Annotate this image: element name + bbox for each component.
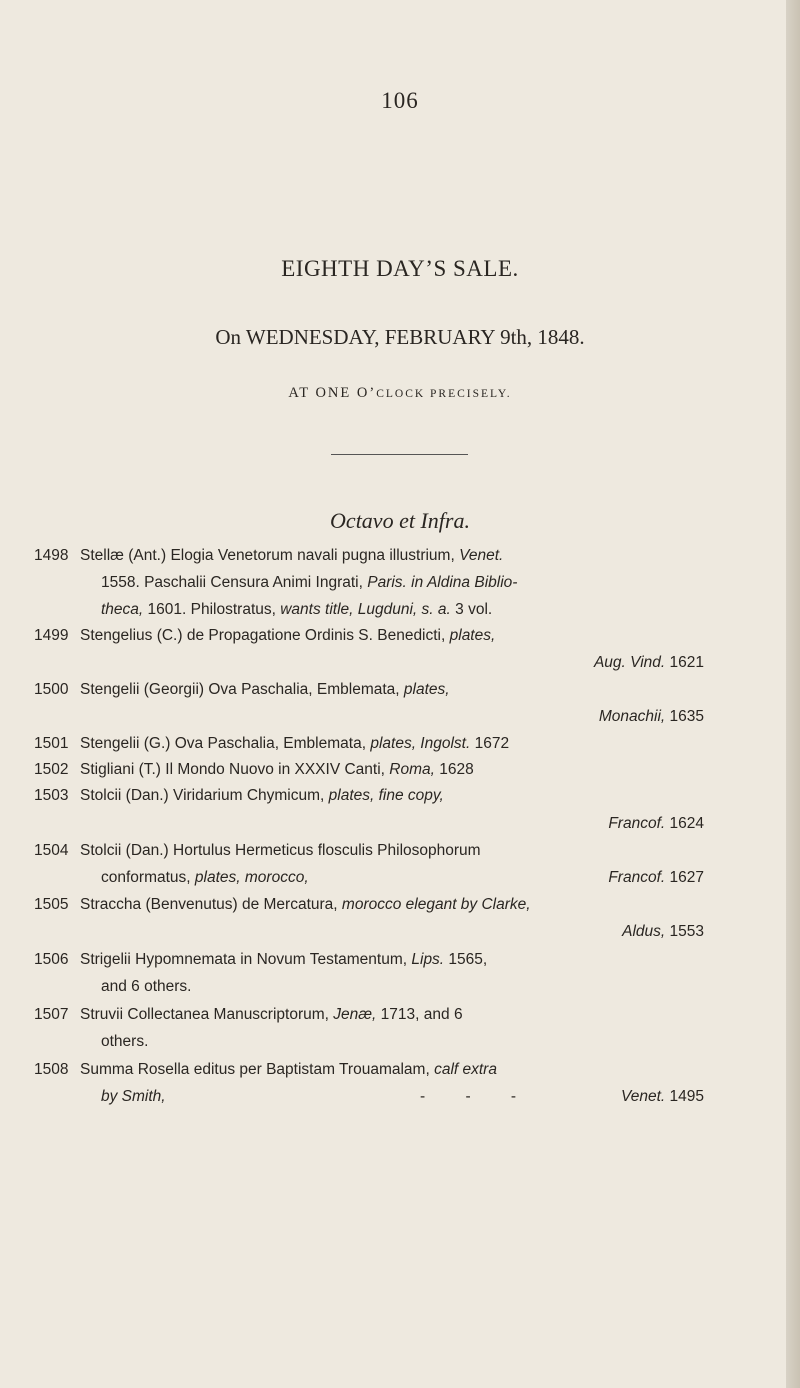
lot-text: by Smith,: [101, 1088, 166, 1105]
lot-text: Stellæ (Ant.) Elogia Venetorum navali pugna illustrium, Venet.: [80, 547, 504, 564]
lot-imprint: Aldus, 1553: [622, 923, 704, 940]
lot-text: Summa Rosella editus per Baptistam Trouamalam, calf extra: [80, 1061, 497, 1078]
lot-imprint: Monachii, 1635: [598, 708, 704, 725]
lot-number: 1500: [34, 681, 69, 698]
lot-text: conformatus, plates, morocco,: [101, 869, 309, 886]
lot-text: 1558. Paschalii Censura Animi Ingrati, Paris. in Aldina Biblio-: [101, 574, 518, 591]
sale-date: On WEDNESDAY, FEBRUARY 9th, 1848.: [215, 325, 585, 349]
lot-number: 1504: [34, 842, 69, 859]
sale-time: AT ONE O’CLOCK PRECISELY.: [288, 385, 512, 401]
lot-text: and 6 others.: [101, 978, 192, 995]
lot-number: 1498: [34, 547, 69, 564]
page-edge: [786, 0, 800, 1388]
lot-text: Stengelii (G.) Ova Paschalia, Emblemata, plates, Ingolst. 1672: [80, 735, 510, 752]
lot-imprint: Francof. 1627: [608, 869, 704, 886]
lot-number: 1503: [34, 787, 69, 804]
lot-text: Stolcii (Dan.) Viridarium Chymicum, plates, fine copy,: [80, 787, 444, 804]
lot-text: Stolcii (Dan.) Hortulus Hermeticus flosculis Philosophorum: [80, 842, 481, 859]
lot-imprint: Aug. Vind. 1621: [593, 654, 704, 671]
section-heading: Octavo et Infra.: [330, 508, 470, 533]
lot-text: Struvii Collectanea Manuscriptorum, Jenæ, 1713, and 6: [80, 1006, 463, 1023]
lot-number: 1505: [34, 896, 69, 913]
lot-text: Stengelii (Georgii) Ova Paschalia, Emblemata, plates,: [80, 681, 450, 698]
lot-number: 1502: [34, 761, 69, 778]
lot-imprint: Venet. 1495: [620, 1088, 704, 1105]
sale-title: EIGHTH DAY’S SALE.: [281, 256, 519, 281]
lot-number: 1501: [34, 735, 69, 752]
lot-number: 1506: [34, 951, 69, 968]
lot-imprint: Francof. 1624: [608, 815, 704, 832]
divider-rule: [331, 454, 468, 455]
lot-text: others.: [101, 1033, 149, 1050]
leader-dashes: - - -: [420, 1088, 535, 1105]
lot-text: Stengelius (C.) de Propagatione Ordinis S. Benedicti, plates,: [80, 627, 496, 644]
lot-text: Stigliani (T.) Il Mondo Nuovo in XXXIV Canti, Roma, 1628: [80, 761, 474, 778]
lot-number: 1507: [34, 1006, 69, 1023]
page-number: 106: [381, 88, 419, 113]
lot-number: 1508: [34, 1061, 69, 1078]
lot-number: 1499: [34, 627, 69, 644]
lot-text: Straccha (Benvenutus) de Mercatura, morocco elegant by Clarke,: [80, 896, 531, 913]
lot-text: theca, 1601. Philostratus, wants title, Lugduni, s. a. 3 vol.: [101, 601, 493, 618]
lot-text: Strigelii Hypomnemata in Novum Testamentum, Lips. 1565,: [80, 951, 488, 968]
